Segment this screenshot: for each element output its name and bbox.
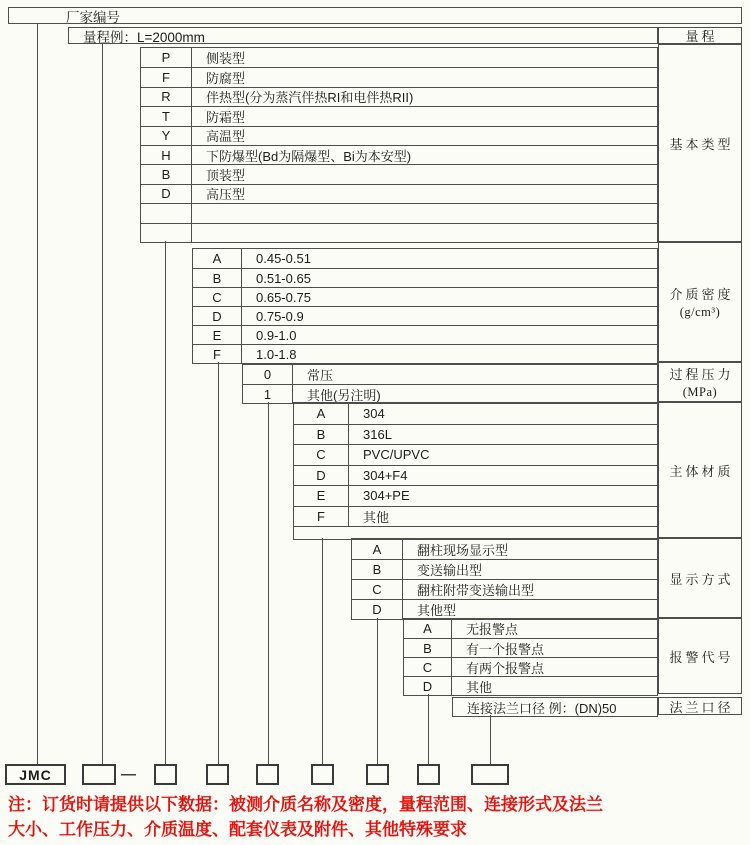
range-example-row — [68, 27, 658, 44]
table-row — [294, 424, 657, 445]
description-cell: 其他(另注明) — [307, 387, 381, 403]
code-cell: D — [404, 677, 452, 695]
section-process-pressure — [242, 364, 658, 404]
code-cell: A — [404, 619, 452, 638]
description-cell: 304 — [363, 405, 385, 421]
code-cell: E — [294, 486, 349, 506]
code-cell: C — [404, 658, 452, 676]
description-cell: 无报警点 — [466, 622, 519, 637]
connector-line — [268, 402, 269, 764]
model-code-box-8 — [471, 764, 509, 785]
separator-glyph: — — [121, 766, 136, 783]
table-row — [141, 48, 657, 67]
code-cell: A — [193, 249, 242, 268]
table-row — [141, 203, 657, 222]
code-cell — [141, 224, 192, 242]
connector-line — [102, 44, 103, 764]
connector-line — [377, 618, 378, 764]
table-row — [141, 106, 657, 125]
category-label-text: 基本类型 — [669, 136, 734, 152]
section-display-mode — [351, 538, 658, 620]
table-row — [193, 344, 657, 363]
manufacturer-code-row — [8, 7, 742, 24]
category-label-text: 报警代号 — [669, 649, 734, 665]
table-row — [193, 287, 657, 306]
code-cell: E — [193, 326, 242, 344]
code-cell: B — [352, 560, 403, 579]
description-cell: 316L — [363, 426, 392, 442]
description-cell: 翻柱附带变送输出型 — [417, 583, 535, 598]
code-cell: D — [193, 307, 242, 325]
model-code-box-3 — [206, 764, 229, 785]
model-prefix-box — [5, 764, 66, 785]
code-cell: F — [294, 507, 349, 527]
code-cell: F — [193, 345, 242, 363]
description-cell: 侧装型 — [206, 51, 246, 67]
table-row — [294, 506, 657, 527]
table-row — [453, 698, 657, 716]
code-cell: T — [141, 107, 192, 125]
table-row — [294, 485, 657, 506]
connector-line — [428, 694, 429, 764]
connector-line — [37, 24, 38, 764]
section-body-material — [293, 402, 658, 540]
table-row — [352, 599, 657, 619]
description-cell: 下防爆型(Bd为隔爆型、Bi为本安型) — [206, 148, 412, 164]
table-row — [404, 676, 657, 695]
table-row — [294, 465, 657, 486]
model-code-box-5 — [311, 764, 334, 785]
description-cell: 有一个报警点 — [466, 641, 545, 657]
section-medium-density — [192, 248, 658, 364]
description-cell — [192, 224, 657, 242]
code-cell: B — [294, 425, 349, 445]
category-label-text: 量程 — [685, 29, 718, 44]
category-label-range — [658, 27, 742, 44]
code-cell: A — [294, 403, 349, 424]
table-row — [243, 384, 657, 403]
category-label-unit: (MPa) — [682, 385, 718, 399]
connector-line — [490, 715, 491, 764]
section-basic-type — [140, 47, 658, 243]
table-row — [404, 619, 657, 638]
description-cell: 顶装型 — [206, 168, 246, 184]
code-cell: D — [352, 600, 403, 619]
code-cell: D — [141, 185, 192, 203]
description-cell: 其他 — [466, 679, 493, 695]
code-cell: F — [141, 68, 192, 86]
order-note-line-2: 大小、工作压力、介质温度、配套仪表及附件、其他特殊要求 — [8, 820, 467, 839]
code-cell: C — [193, 288, 242, 306]
code-cell — [141, 204, 192, 222]
table-row — [243, 365, 657, 384]
table-row — [352, 579, 657, 599]
description-cell: 伴热型(分为蒸汽伴热RI和电伴热RII) — [206, 90, 414, 106]
description-cell: 有两个报警点 — [466, 660, 545, 676]
code-cell: Y — [141, 127, 192, 145]
code-cell: B — [404, 639, 452, 657]
table-row — [294, 403, 657, 424]
table-row — [352, 559, 657, 579]
category-label-alarm-code — [658, 618, 742, 694]
description-cell: 防霜型 — [206, 109, 246, 125]
category-label-display-mode — [658, 538, 742, 618]
code-cell: A — [352, 539, 403, 559]
code-cell: C — [352, 580, 403, 599]
category-label-text: 显示方式 — [669, 571, 734, 587]
description-cell: 0.51-0.65 — [256, 270, 311, 286]
description-cell: 高压型 — [206, 187, 246, 203]
model-prefix-text: JMC — [19, 766, 52, 783]
category-label-body-material — [658, 402, 742, 538]
table-row — [141, 126, 657, 145]
code-cell: R — [141, 88, 192, 106]
order-note-line-1: 注：订货时请提供以下数据：被测介质名称及密度，量程范围、连接形式及法兰 — [8, 795, 603, 814]
code-cell: H — [141, 146, 192, 164]
table-row — [352, 539, 657, 559]
code-cell: C — [294, 445, 349, 465]
code-cell: B — [141, 165, 192, 183]
category-label-process-pressure — [658, 362, 742, 402]
order-note — [8, 792, 748, 842]
table-row — [141, 223, 657, 242]
category-label-text: 法兰口径 — [669, 699, 734, 715]
table-row — [404, 638, 657, 657]
model-code-box-2 — [154, 764, 177, 785]
table-row — [141, 164, 657, 183]
description-cell: 其他型 — [417, 603, 457, 618]
description-cell: 防腐型 — [206, 71, 246, 87]
code-cell: B — [193, 269, 242, 287]
manufacturer-code-label: 厂家编号 — [66, 9, 120, 25]
description-cell: 连接法兰口径 例：(DN)50 — [467, 700, 617, 716]
table-row — [193, 268, 657, 287]
description-cell: 其他 — [363, 509, 390, 525]
description-cell — [192, 204, 657, 222]
description-cell: 0.65-0.75 — [256, 289, 311, 305]
description-cell: 0.9-1.0 — [256, 327, 297, 343]
description-cell: 0.75-0.9 — [256, 308, 304, 324]
category-label-text: 过程压力 — [669, 367, 734, 382]
code-cell: 0 — [243, 365, 293, 384]
section-alarm-code — [403, 618, 658, 696]
table-row — [294, 444, 657, 465]
table-row — [141, 184, 657, 203]
category-label-text: 主体材质 — [669, 463, 734, 479]
description-cell: PVC/UPVC — [363, 447, 430, 463]
description-cell: 高温型 — [206, 129, 246, 145]
description-cell: 常压 — [307, 368, 334, 383]
description-cell: 变送输出型 — [417, 563, 483, 578]
code-cell: D — [294, 466, 349, 486]
description-cell: 0.45-0.51 — [256, 251, 311, 266]
category-label-flange-size — [658, 697, 742, 715]
table-row — [193, 249, 657, 268]
range-example-text: 量程例：L=2000mm — [83, 29, 205, 45]
connector-line — [218, 362, 219, 764]
table-row — [193, 325, 657, 344]
table-row — [141, 67, 657, 86]
connector-line — [322, 538, 323, 764]
model-code-separator — [118, 764, 139, 785]
description-cell: 304+F4 — [363, 467, 408, 483]
category-label-unit: (g/cm³) — [679, 305, 721, 319]
table-row — [404, 657, 657, 676]
model-code-box-4 — [256, 764, 279, 785]
description-cell: 翻柱现场显示型 — [417, 542, 509, 558]
section-flange-size — [452, 697, 658, 717]
table-row — [193, 306, 657, 325]
table-row — [141, 145, 657, 164]
code-cell: 1 — [243, 385, 293, 403]
connector-line — [165, 241, 166, 764]
code-cell: P — [141, 48, 192, 67]
category-label-medium-density — [658, 242, 742, 362]
category-label-text: 介质密度 — [669, 287, 734, 302]
table-row — [141, 87, 657, 106]
model-code-box-7 — [417, 764, 440, 785]
category-label-basic-type — [658, 44, 742, 242]
model-code-box-6 — [366, 764, 389, 785]
description-cell: 1.0-1.8 — [256, 346, 297, 362]
description-cell: 304+PE — [363, 488, 410, 504]
model-code-box-1 — [82, 764, 116, 785]
